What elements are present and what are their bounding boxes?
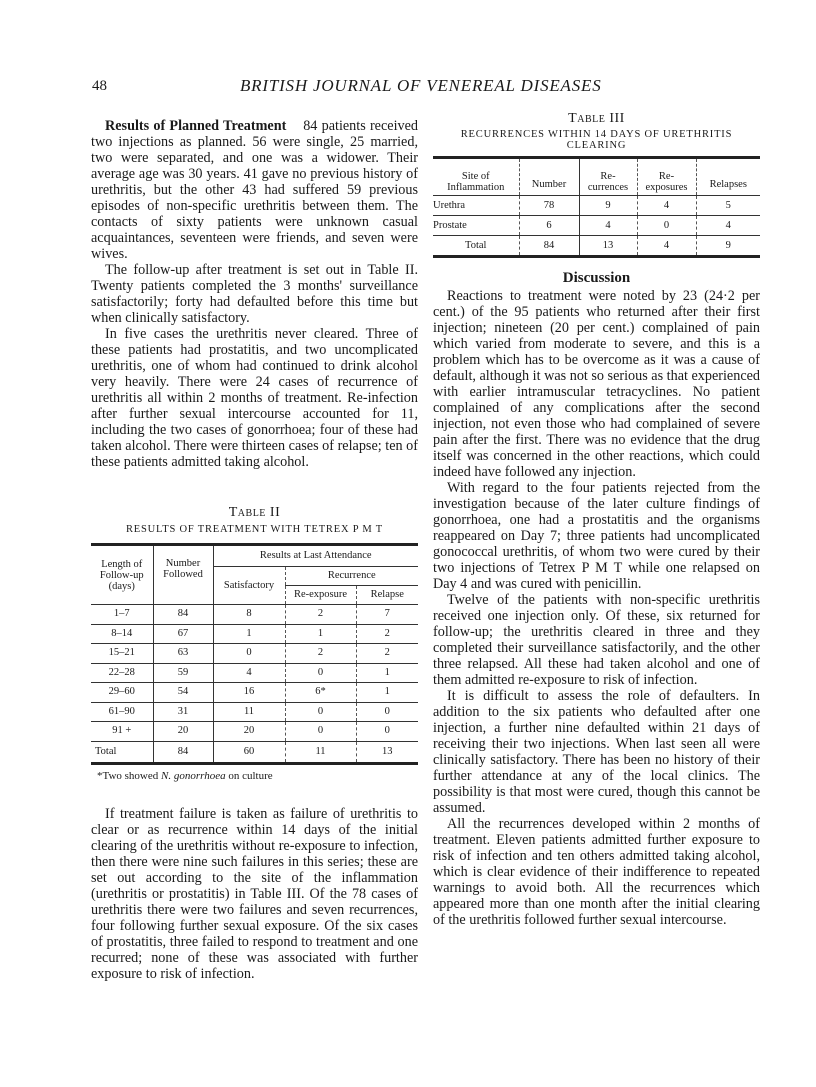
col-header-number: Number bbox=[519, 158, 579, 196]
results-paragraph-1: Results of Planned Treatment 84 patients received two injections as planned. 56 were single, 25 married, two were separated, and one was a widower. Their average age was 30 years. 41 gave no previous history of urethritis, but the other 43 had suffered 59 previous episodes of non-specific urethritis between them. The contacts of sixty patients were unknown casual acquaintances, seventeen were friends, and seven were wives. bbox=[91, 118, 418, 262]
col-header-relapses: Relapses bbox=[696, 158, 760, 196]
col-header-reexposure: Re-exposure bbox=[285, 586, 356, 605]
table-row: 15–21 63 0 2 2 bbox=[91, 644, 418, 664]
right-column bbox=[433, 110, 760, 928]
section-heading-results: Results of Planned Treatment bbox=[105, 118, 287, 134]
discussion-paragraph-3: Twelve of the patients with non-specific urethritis received one injection only. Of these, six returned for follow-up; the urethritis cleared in three and they completed their surveillance satisfactorily, and the other three relapsed. All these had taken alcohol and one of them admitted re-exposure to risk of infection. bbox=[433, 592, 760, 688]
table-total-row: Total 84 60 11 13 bbox=[91, 741, 418, 763]
discussion-paragraph-4: It is difficult to assess the role of defaulters. In addition to the six patients who defaulted after one injection, a further nine defaulted within 21 days of receiving their two injections. When last seen all were clinically satisfactory. There has been no history of their further attendance at any of the local clinics. The possibility is that most were cured, though this cannot be assumed. bbox=[433, 688, 760, 816]
table-row: 8–14 67 1 1 2 bbox=[91, 624, 418, 644]
journal-running-head: BRITISH JOURNAL OF VENEREAL DISEASES bbox=[240, 76, 602, 95]
table3-label: Table III bbox=[568, 111, 625, 126]
col-header-satisfactory: Satisfactory bbox=[213, 567, 285, 605]
table-total-row: Total 84 13 4 9 bbox=[433, 236, 760, 257]
table2-footnote: *Two showed N. gonorrhoea on culture bbox=[97, 769, 273, 782]
table2-title: RESULTS OF TREATMENT WITH TETREX P M T bbox=[125, 524, 384, 535]
table-row: 22–28 59 4 0 1 bbox=[91, 663, 418, 683]
left-column bbox=[91, 118, 418, 982]
failure-paragraph: If treatment failure is taken as failure of urethritis to clear or as recurrence within 14 days of the initial clearing of the urethritis without re-exposure to infection, then there were nine such failures in this series; these are set out according to the site of the inflammation (urethritis or prostatitis) in Table III. Of the 78 cases of urethritis there were two failures and seven recurrences, four following further sexual exposure. Of the six cases of prostatitis, three failed to respond to treatment and one recurred; none of these was associated with further exposure to risk of infection. bbox=[91, 805, 418, 982]
page-number: 48 bbox=[92, 78, 107, 94]
col-header-results-group: Results at Last Attendance bbox=[213, 545, 418, 567]
table2 bbox=[91, 543, 418, 765]
table-row: 91 + 20 20 0 0 bbox=[91, 722, 418, 742]
table-row: 61–90 31 11 0 0 bbox=[91, 702, 418, 722]
col-header-length: Length of Follow-up (days) bbox=[91, 545, 153, 605]
col-header-reexposures: Re- exposures bbox=[637, 158, 696, 196]
results-paragraph-2: The follow-up after treatment is set out in Table II. Twenty patients completed the 3 months' surveillance satisfactorily; forty had defaulted before this time but when clinically satisfactory. bbox=[91, 262, 418, 326]
col-header-recurrences: Re- currences bbox=[579, 158, 637, 196]
table-row: Prostate 6 4 0 4 bbox=[433, 216, 760, 236]
col-header-number-followed: Number Followed bbox=[153, 545, 213, 605]
discussion-heading: Discussion bbox=[562, 270, 631, 286]
col-header-relapse: Relapse bbox=[356, 586, 418, 605]
table3 bbox=[433, 156, 760, 258]
discussion-paragraph-2: With regard to the four patients rejected from the investigation because of the later culture findings of gonorrhoea, one had a prostatitis and the organisms reappeared on Day 7; three patients had uncomplicated gonococcal urethritis, of whom two were cured by their two injections of Tetrex P M T while one relapsed on Day 4 and was cured with penicillin. bbox=[433, 480, 760, 592]
table2-label: Table II bbox=[228, 505, 281, 520]
col-header-recurrence-group: Recurrence bbox=[285, 567, 418, 586]
table3-title: RECURRENCES WITHIN 14 DAYS OF URETHRITIS CLEARING bbox=[460, 129, 733, 151]
table-row: 1–7 84 8 2 7 bbox=[91, 605, 418, 625]
table-row: 29–60 54 16 6* 1 bbox=[91, 683, 418, 703]
results-paragraph-3: In five cases the urethritis never cleared. Three of these patients had prostatitis, and two uncomplicated urethritis, one of whom had continued to drink alcohol very heavily. There were 24 cases of recurrence of urethritis all within 2 months of treatment. Re-infection after further sexual intercourse accounted for 11, including the two cases of gonorrhoea; four of these had taken alcohol. There were thirteen cases of relapse; ten of these patients admitted taking alcohol. bbox=[91, 326, 418, 470]
col-header-site: Site of Inflammation bbox=[433, 158, 519, 196]
table-row: Urethra 78 9 4 5 bbox=[433, 196, 760, 216]
discussion-paragraph-5: All the recurrences developed within 2 months of treatment. Eleven patients admitted further exposure to risk of infection and ten others admitted taking alcohol, which is clear evidence of their indifference to repeated warnings to avoid both. All the recurrences which appeared more than one month after the initial clearing of the urethritis followed further sexual intercourse. bbox=[433, 816, 760, 928]
discussion-paragraph-1: Reactions to treatment were noted by 23 (24·2 per cent.) of the 95 patients who returned after their first injection; nineteen (20 per cent.) complained of pain which varied from moderate to severe, and this is a problem which has to be overcome as it was a cause of default, although it was not so serious as that experienced with earlier intramuscular tetracyclines. No patient complained of any complications after the second injection, not even those who had complained of severe pain after the first. There was no evidence that the drug itself was concerned in the other reactions, which could indeed have followed any injection. bbox=[433, 288, 761, 480]
